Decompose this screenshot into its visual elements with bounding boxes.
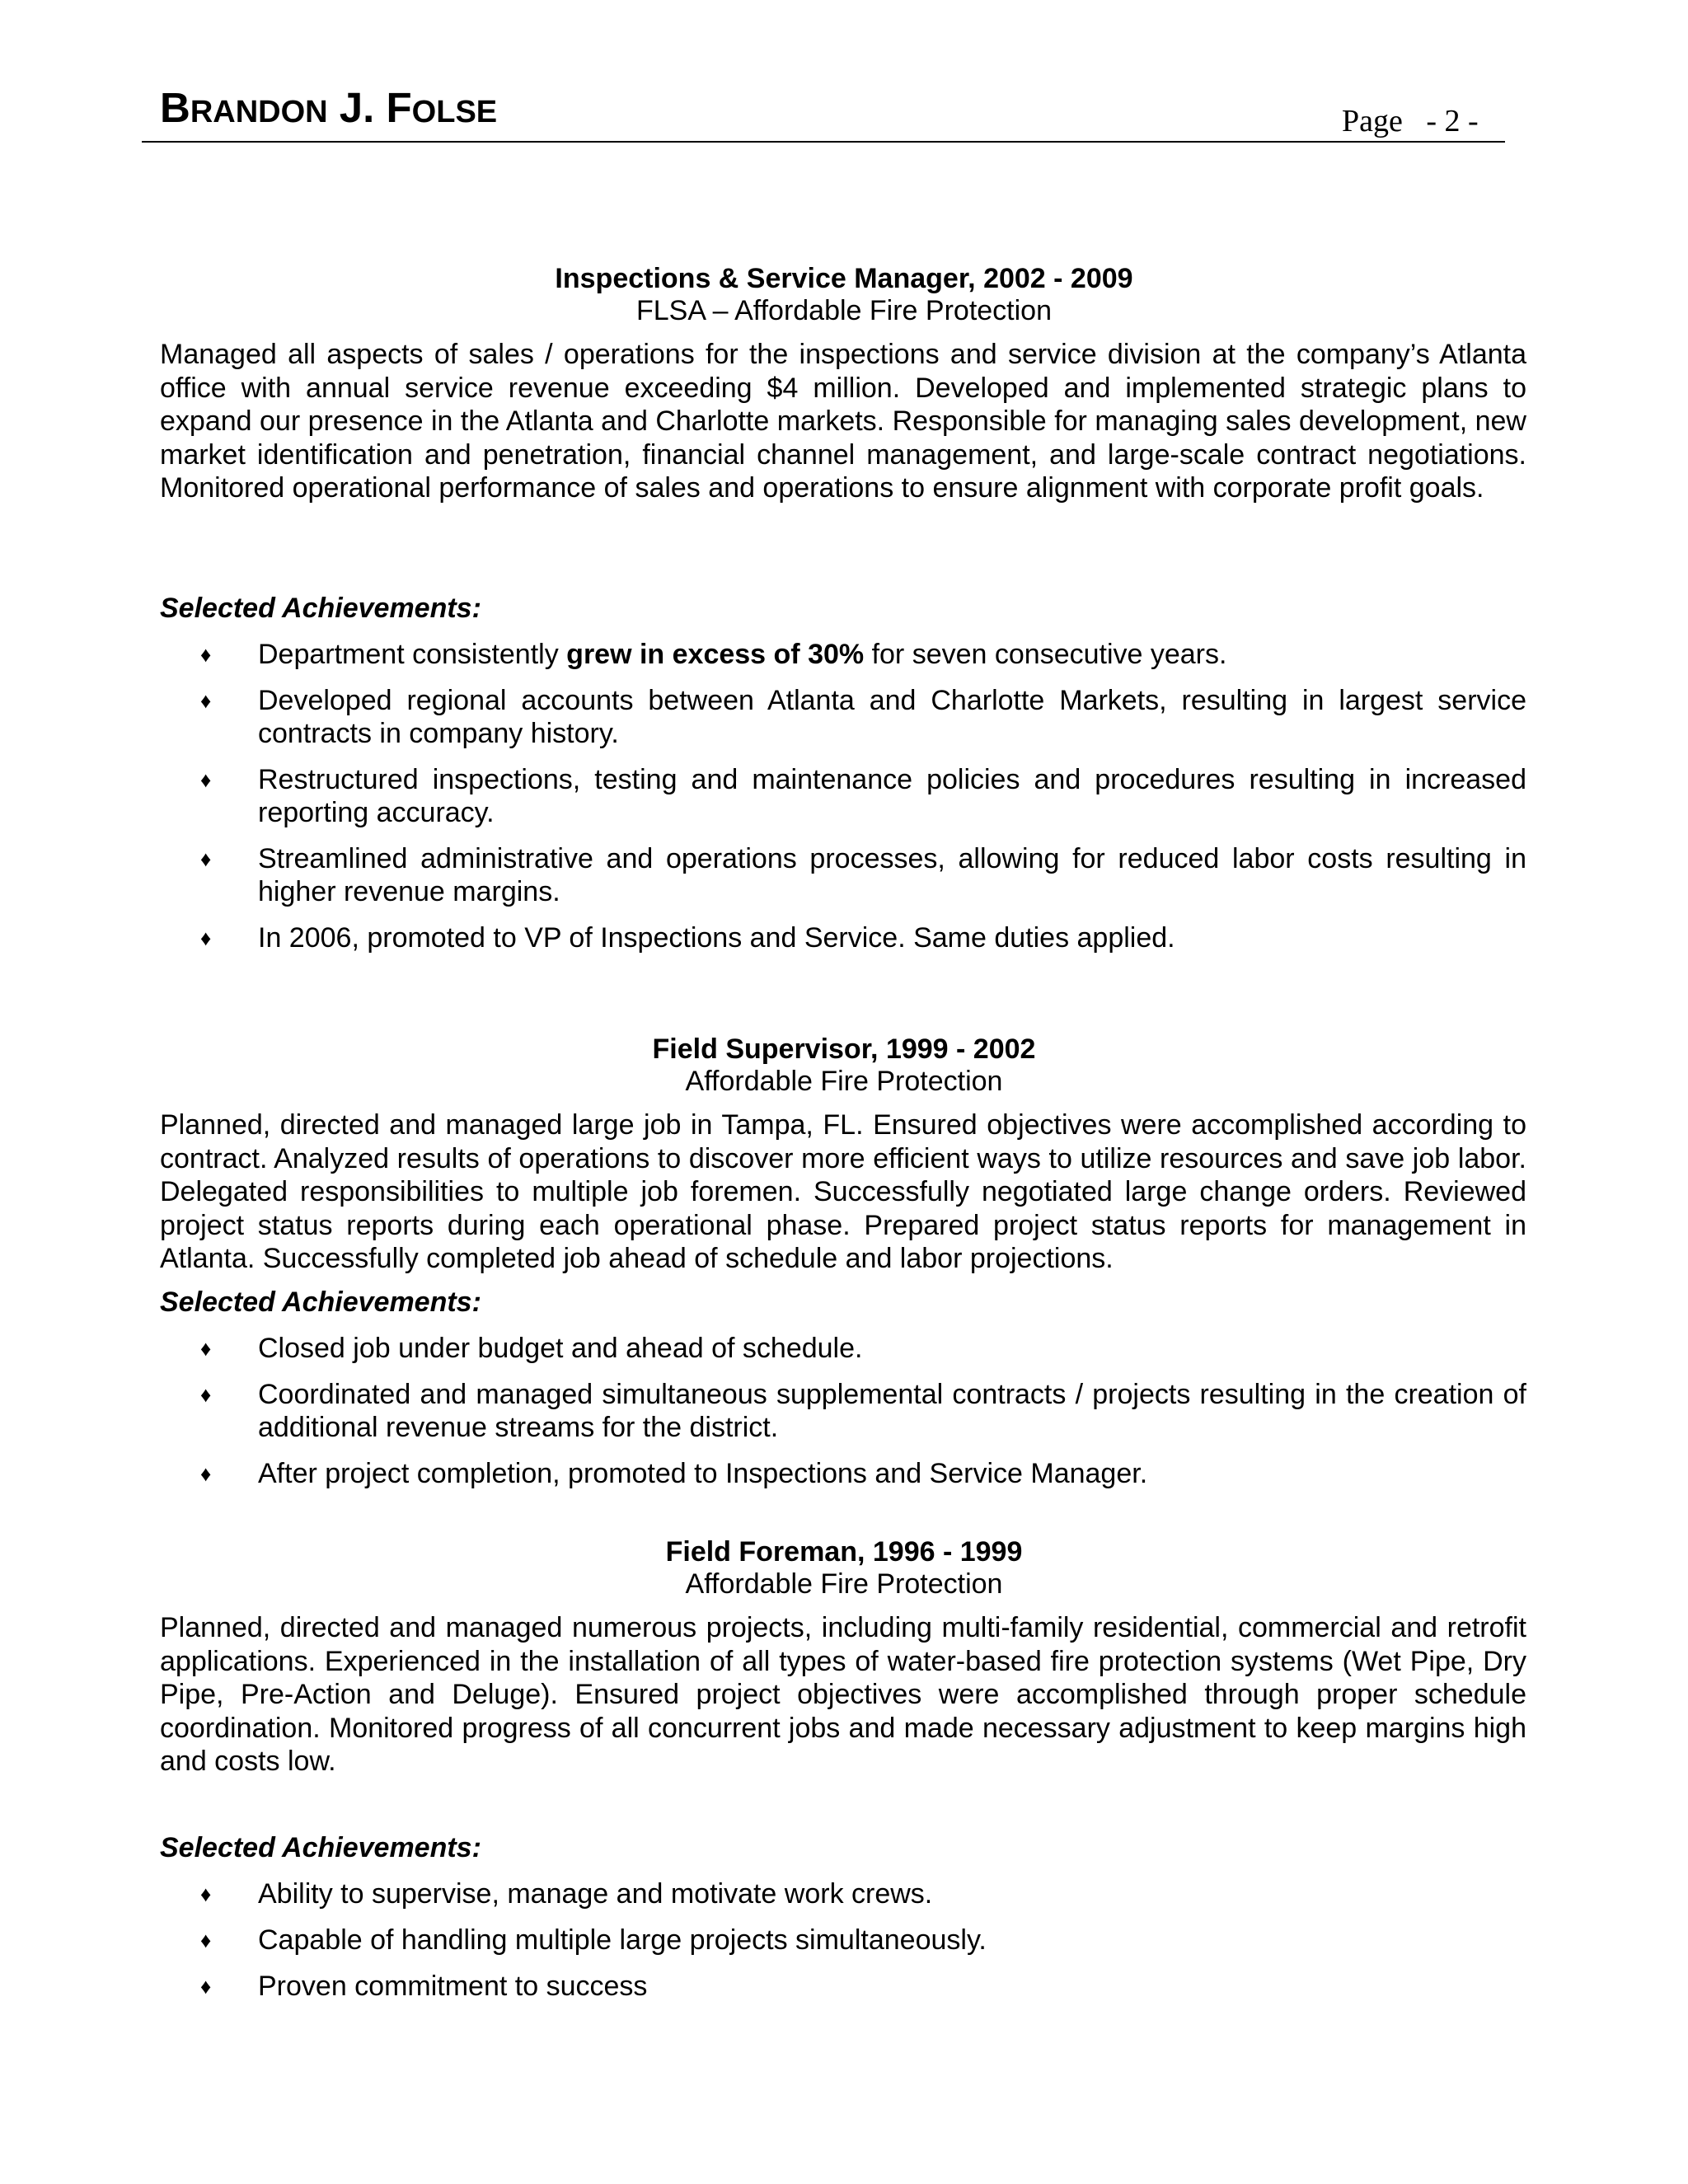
candidate-name	[160, 83, 497, 137]
achievement-text: Department consistently grew in excess of 30% for seven consecutive years.	[258, 639, 1227, 670]
achievement-text: In 2006, promoted to VP of Inspections and Service. Same duties applied.	[258, 922, 1175, 954]
achievement-text: Closed job under budget and ahead of schedule.	[258, 1333, 863, 1364]
bullet-diamond-icon: ♦	[200, 1928, 212, 1952]
bullet-diamond-icon: ♦	[200, 1974, 212, 1999]
achievement-text: Capable of handling multiple large projects simultaneously.	[258, 1924, 987, 1956]
achievement-text: Streamlined administrative and operations processes, allowing for reduced labor costs resulting in higher revenue margins.	[258, 843, 1526, 907]
achievement-text: Developed regional accounts between Atlanta and Charlotte Markets, resulting in largest service contracts in company history.	[258, 685, 1526, 749]
job-description: Managed all aspects of sales / operations for the inspections and service division at the company’s Atlanta office with annual service revenue exceeding $4 million. Developed and implemented strategic plans to expand our presence in the Atlanta and Charlotte markets. Responsible for managing sales development, new market identification and penetration, financial channel management, and large-scale contract negotiations. Monitored operational performance of sales and operations to ensure alignment with corporate profit goals.	[160, 339, 1526, 504]
achievement-text: Ability to supervise, manage and motivate work crews.	[258, 1878, 933, 1910]
achievements-label: Selected Achievements:	[160, 593, 481, 624]
bullet-diamond-icon: ♦	[200, 1461, 212, 1486]
surname-initial: F	[386, 84, 412, 131]
achievement-text: Proven commitment to success	[258, 1971, 648, 2002]
surname-rest: OLSE	[411, 95, 498, 129]
bullet-diamond-icon: ♦	[200, 1336, 212, 1361]
job-description: Planned, directed and managed numerous projects, including multi-family residential, commercial and retrofit applications. Experienced in the installation of all types of water-based fire protection systems (Wet Pipe, Dry Pipe, Pre-Action and Deluge). Ensured project objectives were accomplished through proper schedule coordination. Monitored progress of all concurrent jobs and made necessary adjustment to keep margins high and costs low.	[160, 1612, 1526, 1777]
achievements-label: Selected Achievements:	[160, 1832, 481, 1863]
job-company: FLSA – Affordable Fire Protection	[636, 295, 1052, 326]
achievement-text: After project completion, promoted to Inspections and Service Manager.	[258, 1458, 1148, 1489]
job-title: Field Supervisor, 1999 - 2002	[652, 1033, 1036, 1065]
job-title: Field Foreman, 1996 - 1999	[665, 1536, 1023, 1568]
job-title: Inspections & Service Manager, 2002 - 2009	[555, 263, 1133, 294]
bullet-diamond-icon: ♦	[200, 1882, 212, 1906]
achievements-label: Selected Achievements:	[160, 1286, 481, 1318]
achievement-text: Coordinated and managed simultaneous supplemental contracts / projects resulting in the creation of additional revenue streams for the district.	[258, 1379, 1526, 1443]
bullet-diamond-icon: ♦	[200, 642, 212, 667]
job-company: Affordable Fire Protection	[685, 1066, 1003, 1097]
name-middle-initial: J.	[339, 84, 375, 131]
bullet-diamond-icon: ♦	[200, 767, 212, 792]
name-initial: B	[160, 84, 190, 131]
bullet-diamond-icon: ♦	[200, 846, 212, 871]
bullet-diamond-icon: ♦	[200, 688, 212, 713]
job-company: Affordable Fire Protection	[685, 1568, 1003, 1600]
bullet-diamond-icon: ♦	[200, 1382, 212, 1407]
name-rest: RANDON	[190, 95, 328, 129]
page-number: Page - 2 -	[1342, 104, 1479, 138]
achievement-text: Restructured inspections, testing and maintenance policies and procedures resulting in increased reporting accuracy.	[258, 764, 1526, 828]
job-description: Planned, directed and managed large job in Tampa, FL. Ensured objectives were accomplished according to contract. Analyzed results of operations to discover more efficient ways to utilize resources and save job labor. Delegated responsibilities to multiple job foremen. Successfully negotiated large change orders. Reviewed project status reports during each operational phase. Prepared project status reports for management in Atlanta. Successfully completed job ahead of schedule and labor projections.	[160, 1109, 1526, 1274]
bullet-diamond-icon: ♦	[200, 926, 212, 950]
header-divider	[142, 141, 1505, 143]
